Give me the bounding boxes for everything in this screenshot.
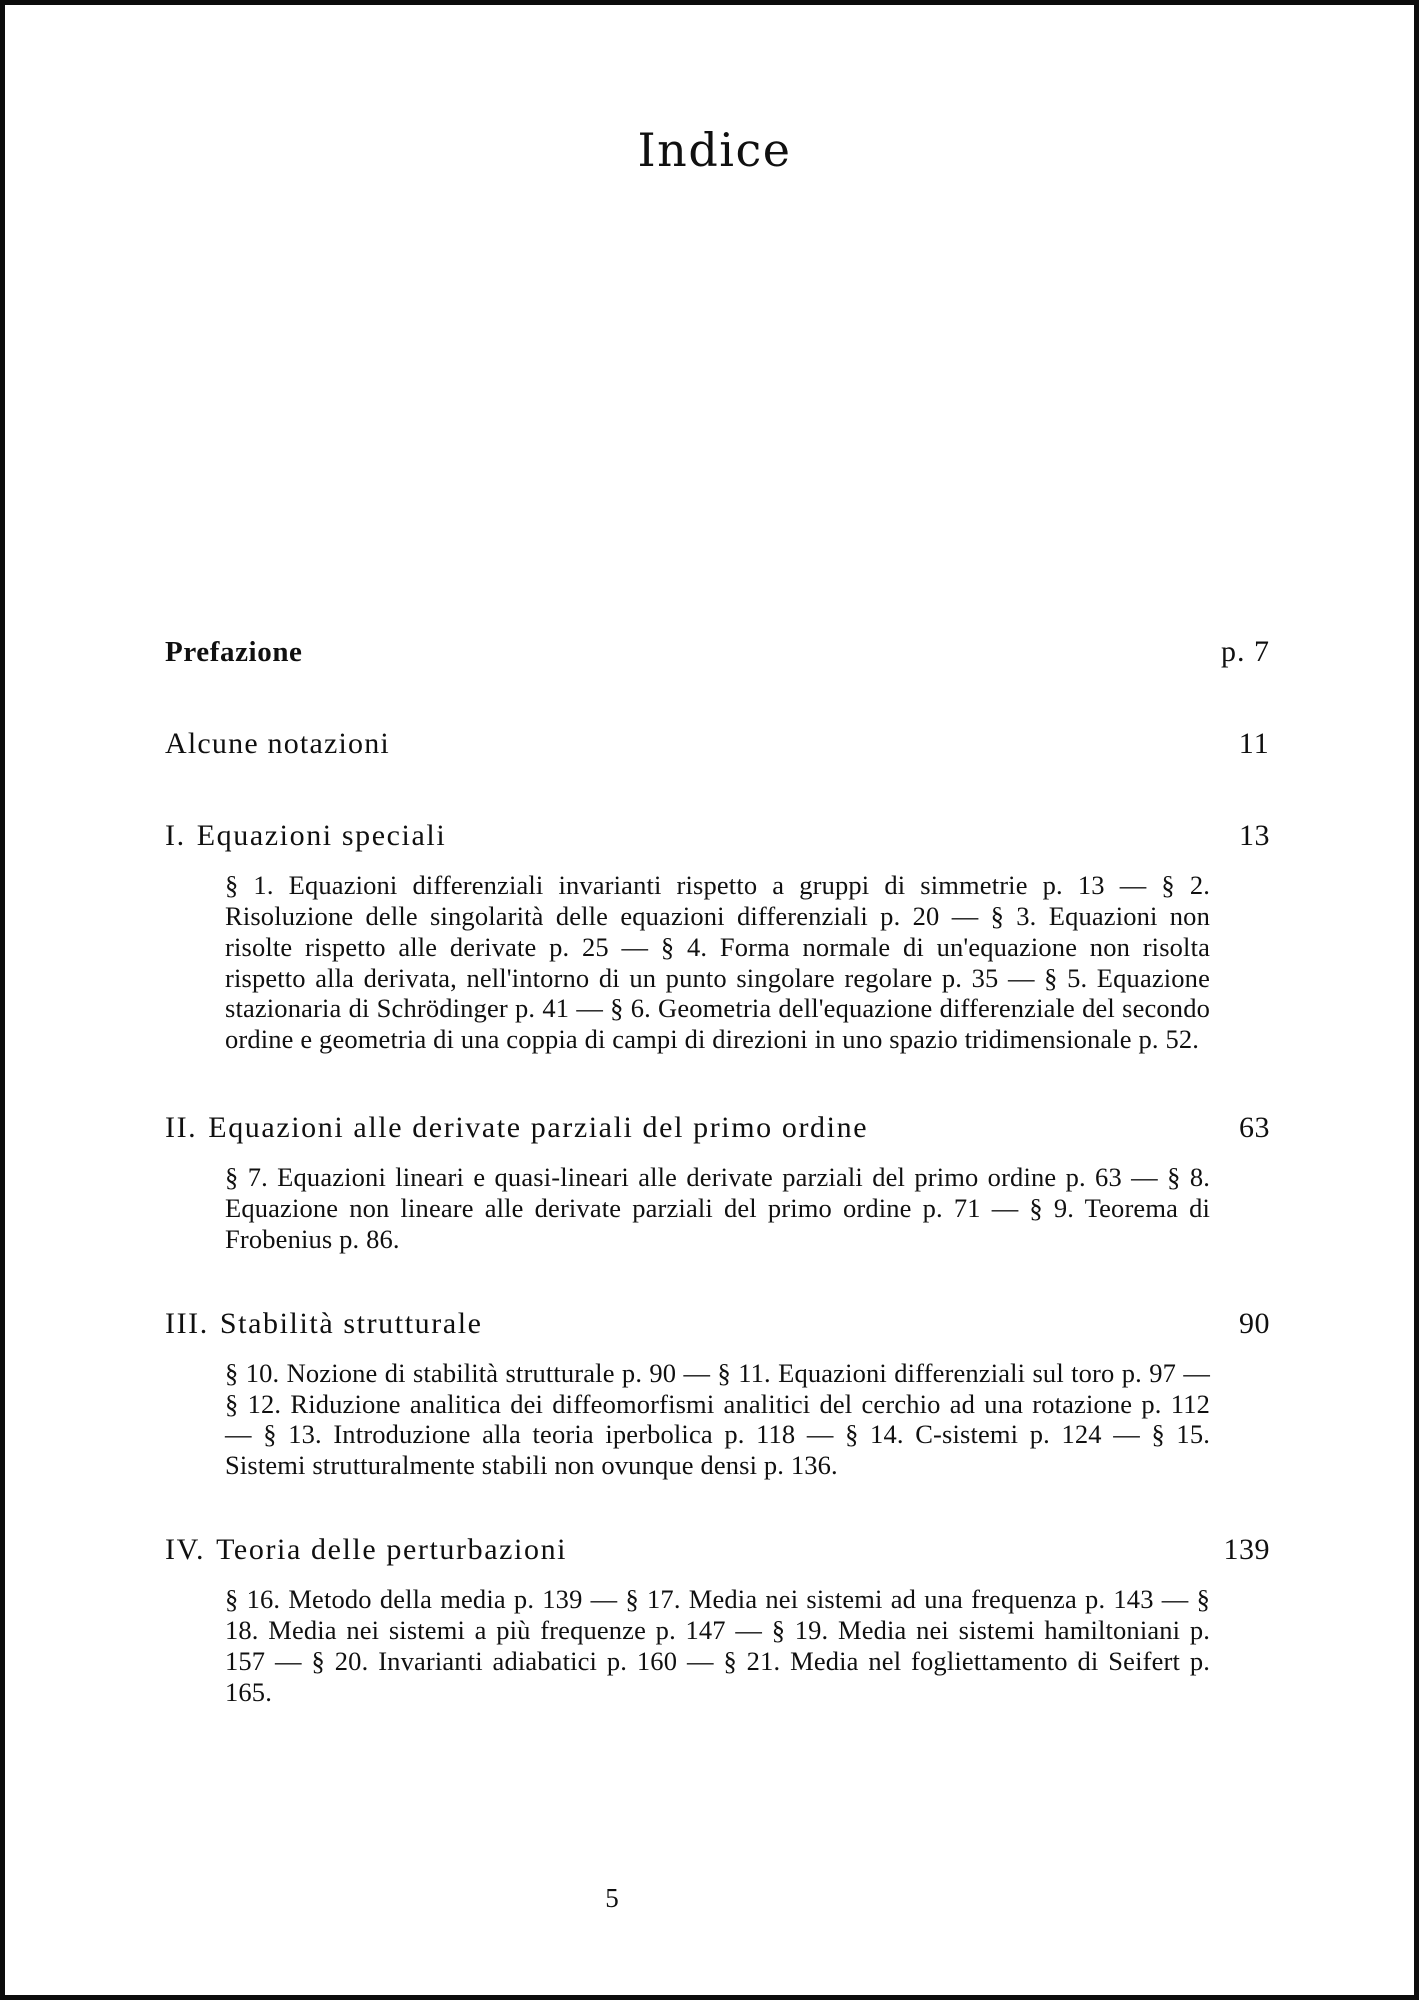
- chapter-heading[interactable]: [165, 1111, 1270, 1145]
- chapter-entry-2: [165, 1111, 1270, 1255]
- chapter-numeral: III.: [165, 1306, 209, 1340]
- toc-entry-prefazione[interactable]: [165, 635, 1270, 669]
- page-content: [5, 5, 1414, 1995]
- spacer: [165, 761, 1270, 819]
- page-folio-number: 5: [605, 1883, 619, 1913]
- chapter-page: 139: [1223, 1533, 1270, 1567]
- chapter-heading[interactable]: [165, 819, 1270, 853]
- chapter-numeral: II.: [165, 1111, 198, 1145]
- chapter-title-text: Equazioni speciali: [196, 819, 447, 852]
- toc-entry-page: 11: [1238, 727, 1270, 760]
- page-title: Indice: [637, 123, 792, 177]
- chapter-numeral: IV.: [165, 1533, 206, 1567]
- chapter-title-text: Equazioni alle derivate parziali del primo ordine: [208, 1111, 869, 1145]
- chapter-sections: § 16. Metodo della media p. 139 — § 17. Media nei sistemi ad una frequenza p. 143 — § 18. Media nei sistemi a più frequenze p. 147 — § 19. Media nei sistemi hamiltoniani p. 157 — § 20. Invarianti adiabatici p. 160 — § 21. Media nel fogliettamento di Seifert p. 165.: [225, 1584, 1210, 1707]
- chapter-sections: § 7. Equazioni lineari e quasi-lineari alle derivate parziali del primo ordine p. 63 — § 8. Equazione non lineare alle derivate parziali del primo ordine p. 71 — § 9. Teorema di Frobenius p. 86.: [225, 1162, 1210, 1254]
- spacer: [165, 1055, 1270, 1111]
- chapter-sections: § 10. Nozione di stabilità strutturale p. 90 — § 11. Equazioni differenziali sul toro p. 97 — § 12. Riduzione analitica dei diffeomorfismi analitici del cerchio ad una rotazione p. 112 — § 13. Introduzione alla teoria iperbolica p. 118 — § 14. C-sistemi p. 124 — § 15. Sistemi strutturalmente stabili non ovunque densi p. 136.: [225, 1357, 1210, 1481]
- spacer: [165, 1481, 1270, 1533]
- spacer: [165, 669, 1270, 727]
- chapter-title: [165, 1307, 483, 1341]
- chapter-heading[interactable]: [165, 1533, 1270, 1567]
- chapter-page: 90: [1239, 1306, 1270, 1340]
- toc-entry-alcune-notazioni[interactable]: [165, 727, 1270, 761]
- chapter-title-text: Stabilità strutturale: [219, 1306, 483, 1340]
- chapter-title: [165, 1111, 868, 1145]
- toc-entry-label: Alcune notazioni: [165, 727, 390, 760]
- chapter-entry-4: [165, 1533, 1270, 1707]
- table-of-contents: [165, 635, 1270, 1708]
- chapter-entry-1: [165, 819, 1270, 1055]
- chapter-title: [165, 819, 446, 853]
- chapter-title: [165, 1533, 567, 1567]
- chapter-page: 13: [1239, 819, 1270, 852]
- toc-entry-page: p. 7: [1221, 635, 1270, 668]
- front-matter-entries: [165, 635, 1270, 761]
- chapter-page: 63: [1239, 1111, 1270, 1145]
- toc-entry-label: Prefazione: [165, 636, 303, 668]
- chapter-numeral: I.: [165, 819, 186, 852]
- chapter-sections: § 1. Equazioni differenziali invarianti rispetto a gruppi di simmetrie p. 13 — § 2. Risoluzione delle singolarità delle equazioni differenziali p. 20 — § 3. Equazioni non risolte rispetto alle derivate p. 25 — § 4. Forma normale di un'equazione non risolta rispetto alla derivata, nell'intorno di un punto singolare regolare p. 35 — § 5. Equazione stazionaria di Schrödinger p. 41 — § 6. Geometria dell'equazione differenziale del secondo ordine e geometria di una coppia di campi di direzioni in uno spazio tridimensionale p. 52.: [225, 870, 1210, 1055]
- chapter-title-text: Teoria delle perturbazioni: [216, 1533, 568, 1567]
- chapter-entry-3: [165, 1307, 1270, 1481]
- spacer: [165, 1255, 1270, 1307]
- chapter-heading[interactable]: [165, 1307, 1270, 1341]
